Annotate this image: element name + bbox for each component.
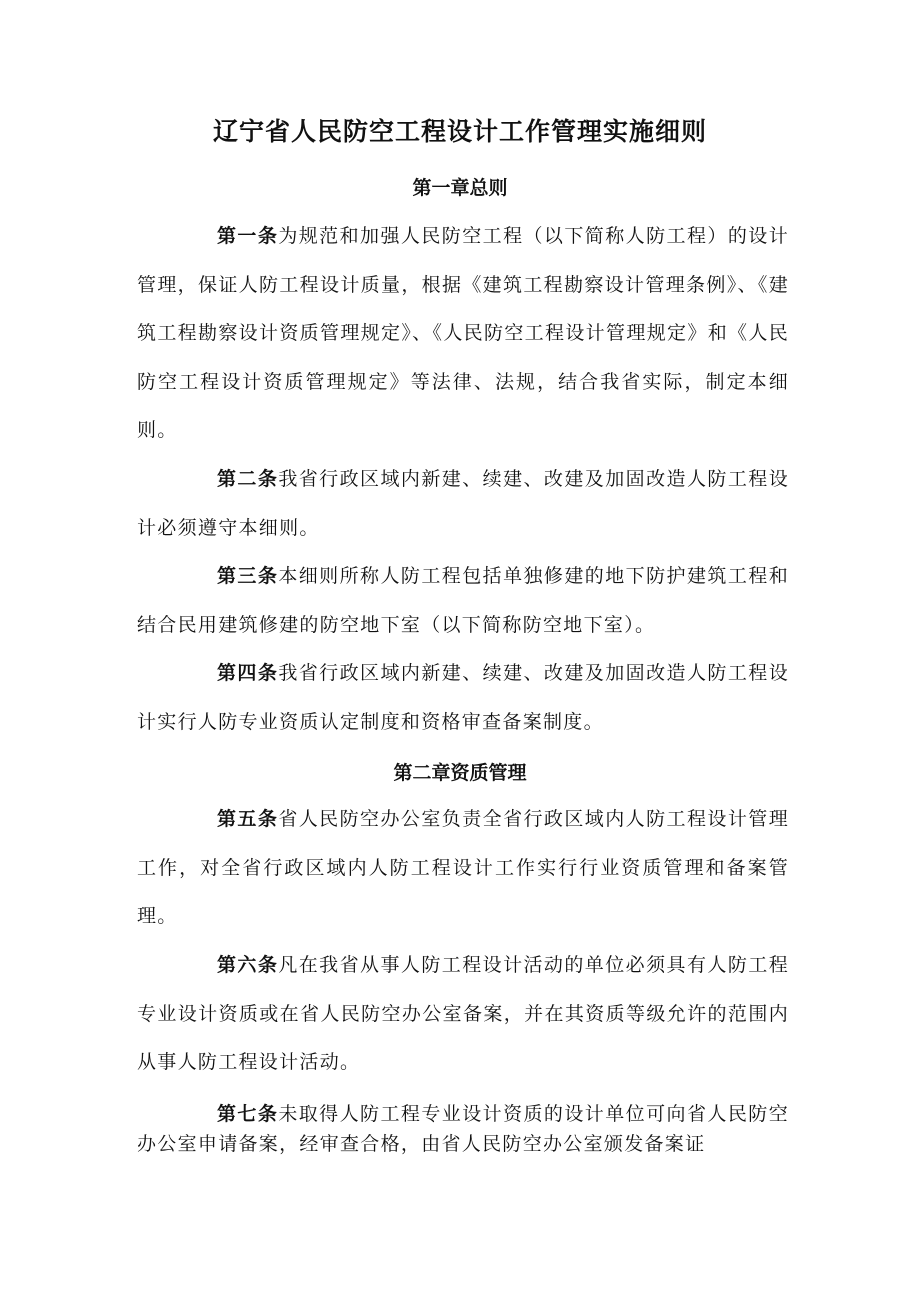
article-label: 第三条 [217,565,279,587]
chapter-heading: 第一章总则 [412,177,508,199]
article-label: 第一条 [217,225,279,247]
article-label: 第二条 [217,468,279,490]
chapter-heading: 第二章资质管理 [393,762,527,784]
article-text: 本细则所称人防工程包括单独修建的地下防护建筑工程和结合民用建筑修建的防空地下室（以下简称防空地下室）。 [137,565,789,636]
article-text: 为规范和加强人民防空工程（以下简称人防工程）的设计管理，保证人防工程设计质量，根据《建筑工程勘察设计管理条例》、《建筑工程勘察设计资质管理规定》、《人民防空工程设计管理规定》和《人民防空工程设计资质管理规定》等法律、法规，结合我省实际，制定本细则。 [137,225,789,441]
article-paragraph [137,1099,789,1159]
article-label: 第七条 [217,1103,279,1125]
article-paragraph [137,941,789,1087]
article-text: 省人民防空办公室负责全省行政区域内人防工程设计管理工作，对全省行政区域内人防工程设计工作实行行业资质管理和备案管理。 [137,808,789,927]
document-title: 辽宁省人民防空工程设计工作管理实施细则 [212,117,707,146]
article-text: 凡在我省从事人防工程设计活动的单位必须具有人防工程专业设计资质或在省人民防空办公室备案，并在其资质等级允许的范围内从事人防工程设计活动。 [137,954,789,1073]
article-text: 未取得人防工程专业设计资质的设计单位可向省人民防空办公室申请备案，经审查合格，由省人民防空办公室颁发备案证 [137,1103,789,1155]
article-label: 第六条 [217,954,279,976]
article-text: 我省行政区域内新建、续建、改建及加固改造人防工程设计实行人防专业资质认定制度和资格审查备案制度。 [137,662,789,733]
article-label: 第五条 [217,808,279,830]
article-paragraph [137,795,789,941]
article-paragraph [137,649,789,746]
article-paragraph [137,552,789,649]
article-paragraph [137,455,789,552]
article-label: 第四条 [217,662,279,684]
article-text: 我省行政区域内新建、续建、改建及加固改造人防工程设计必须遵守本细则。 [137,468,789,539]
article-paragraph [137,212,789,455]
